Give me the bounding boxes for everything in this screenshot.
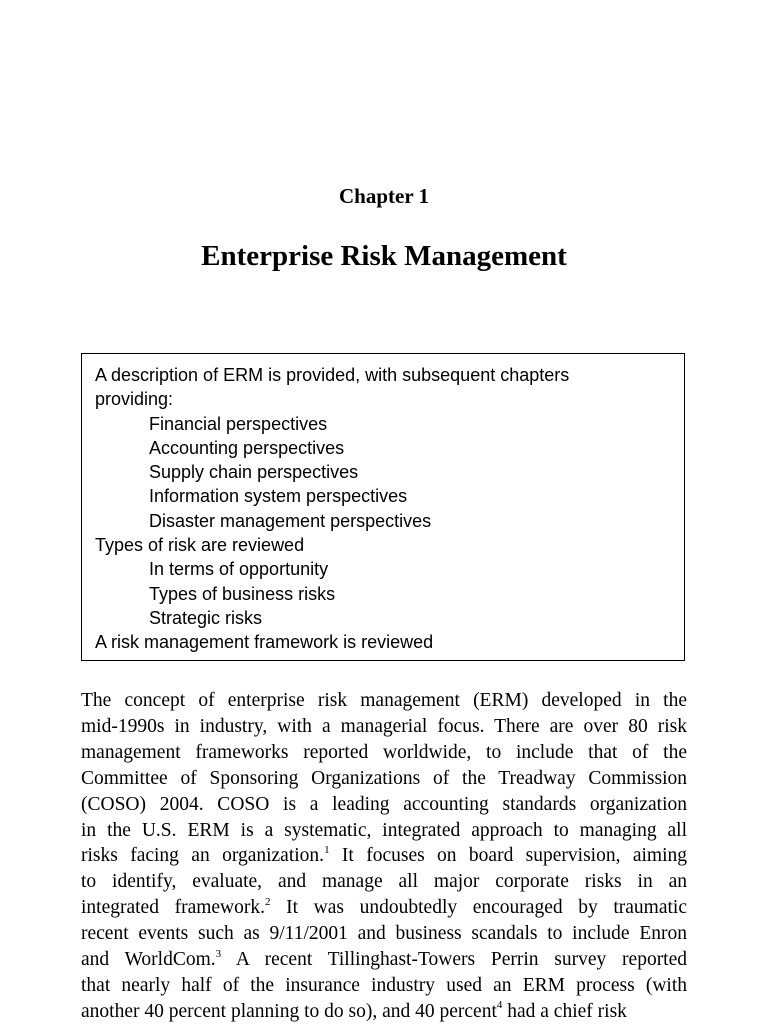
body-line	[81, 921, 687, 947]
summary-item: A risk management framework is reviewed	[95, 632, 434, 653]
body-line	[81, 895, 687, 921]
body-text-run: It was undoubtedly encouraged by traumatic	[270, 897, 687, 919]
summary-subitem: Information system perspectives	[149, 486, 408, 507]
chapter-summary-box	[81, 353, 685, 661]
body-text-run: integrated framework.	[81, 897, 266, 919]
summary-subitem: Disaster management perspectives	[149, 510, 432, 531]
body-text-run: that nearly half of the insurance industry used an ERM process (with	[81, 974, 687, 996]
body-line	[81, 714, 687, 740]
body-text-run: to identify, evaluate, and manage all major corporate risks in an	[81, 871, 687, 893]
summary-item: Types of risk are reviewed	[95, 535, 305, 556]
body-line	[81, 947, 687, 973]
footnote-marker: 1	[324, 843, 330, 856]
body-text-run: and WorldCom.	[81, 949, 216, 971]
body-text-run: had a chief risk	[502, 1000, 627, 1022]
body-line	[81, 740, 687, 766]
body-text-run: risks facing an organization.	[81, 845, 325, 867]
body-line	[81, 818, 687, 844]
summary-subitem: Accounting perspectives	[149, 437, 345, 458]
body-line	[81, 766, 687, 792]
body-line	[81, 843, 687, 869]
body-text-run: mid-1990s in industry, with a managerial focus. There are over 80 risk	[81, 715, 687, 737]
body-text-run: in the U.S. ERM is a systematic, integrated approach to managing all	[81, 819, 687, 841]
body-text-run: A recent Tillinghast-Towers Perrin survey reported	[221, 949, 688, 971]
body-line	[81, 973, 687, 999]
body-line	[81, 688, 687, 714]
footnote-marker: 4	[496, 999, 503, 1012]
body-line	[81, 792, 687, 818]
body-text-run: The concept of enterprise risk management (ERM) developed in the	[81, 690, 687, 711]
summary-item: providing:	[95, 389, 174, 410]
body-text-run: It focuses on board supervision, aiming	[329, 845, 687, 867]
footnote-marker: 3	[215, 947, 222, 960]
body-text-run: another 40 percent planning to do so), and 40 percent	[81, 1000, 497, 1022]
summary-subitem: Supply chain perspectives	[149, 462, 359, 483]
chapter-title: Enterprise Risk Management	[201, 240, 567, 272]
body-text-run: recent events such as 9/11/2001 and business scandals to include Enron	[81, 923, 687, 945]
summary-subitem: In terms of opportunity	[149, 559, 329, 580]
body-text-run: management frameworks reported worldwide, to include that of the	[81, 741, 687, 763]
chapter-number: Chapter 1	[338, 184, 430, 208]
body-paragraph	[81, 688, 687, 1025]
summary-subitem: Financial perspectives	[149, 413, 328, 434]
summary-item: A description of ERM is provided, with subsequent chapters	[95, 365, 570, 385]
body-line	[81, 869, 687, 895]
body-text-run: (COSO) 2004. COSO is a leading accounting standards organization	[81, 793, 687, 815]
summary-subitem: Types of business risks	[149, 583, 336, 604]
body-line	[81, 999, 687, 1025]
summary-subitem: Strategic risks	[149, 607, 263, 628]
footnote-marker: 2	[265, 895, 271, 908]
body-text-run: Committee of Sponsoring Organizations of the Treadway Commission	[81, 767, 687, 789]
